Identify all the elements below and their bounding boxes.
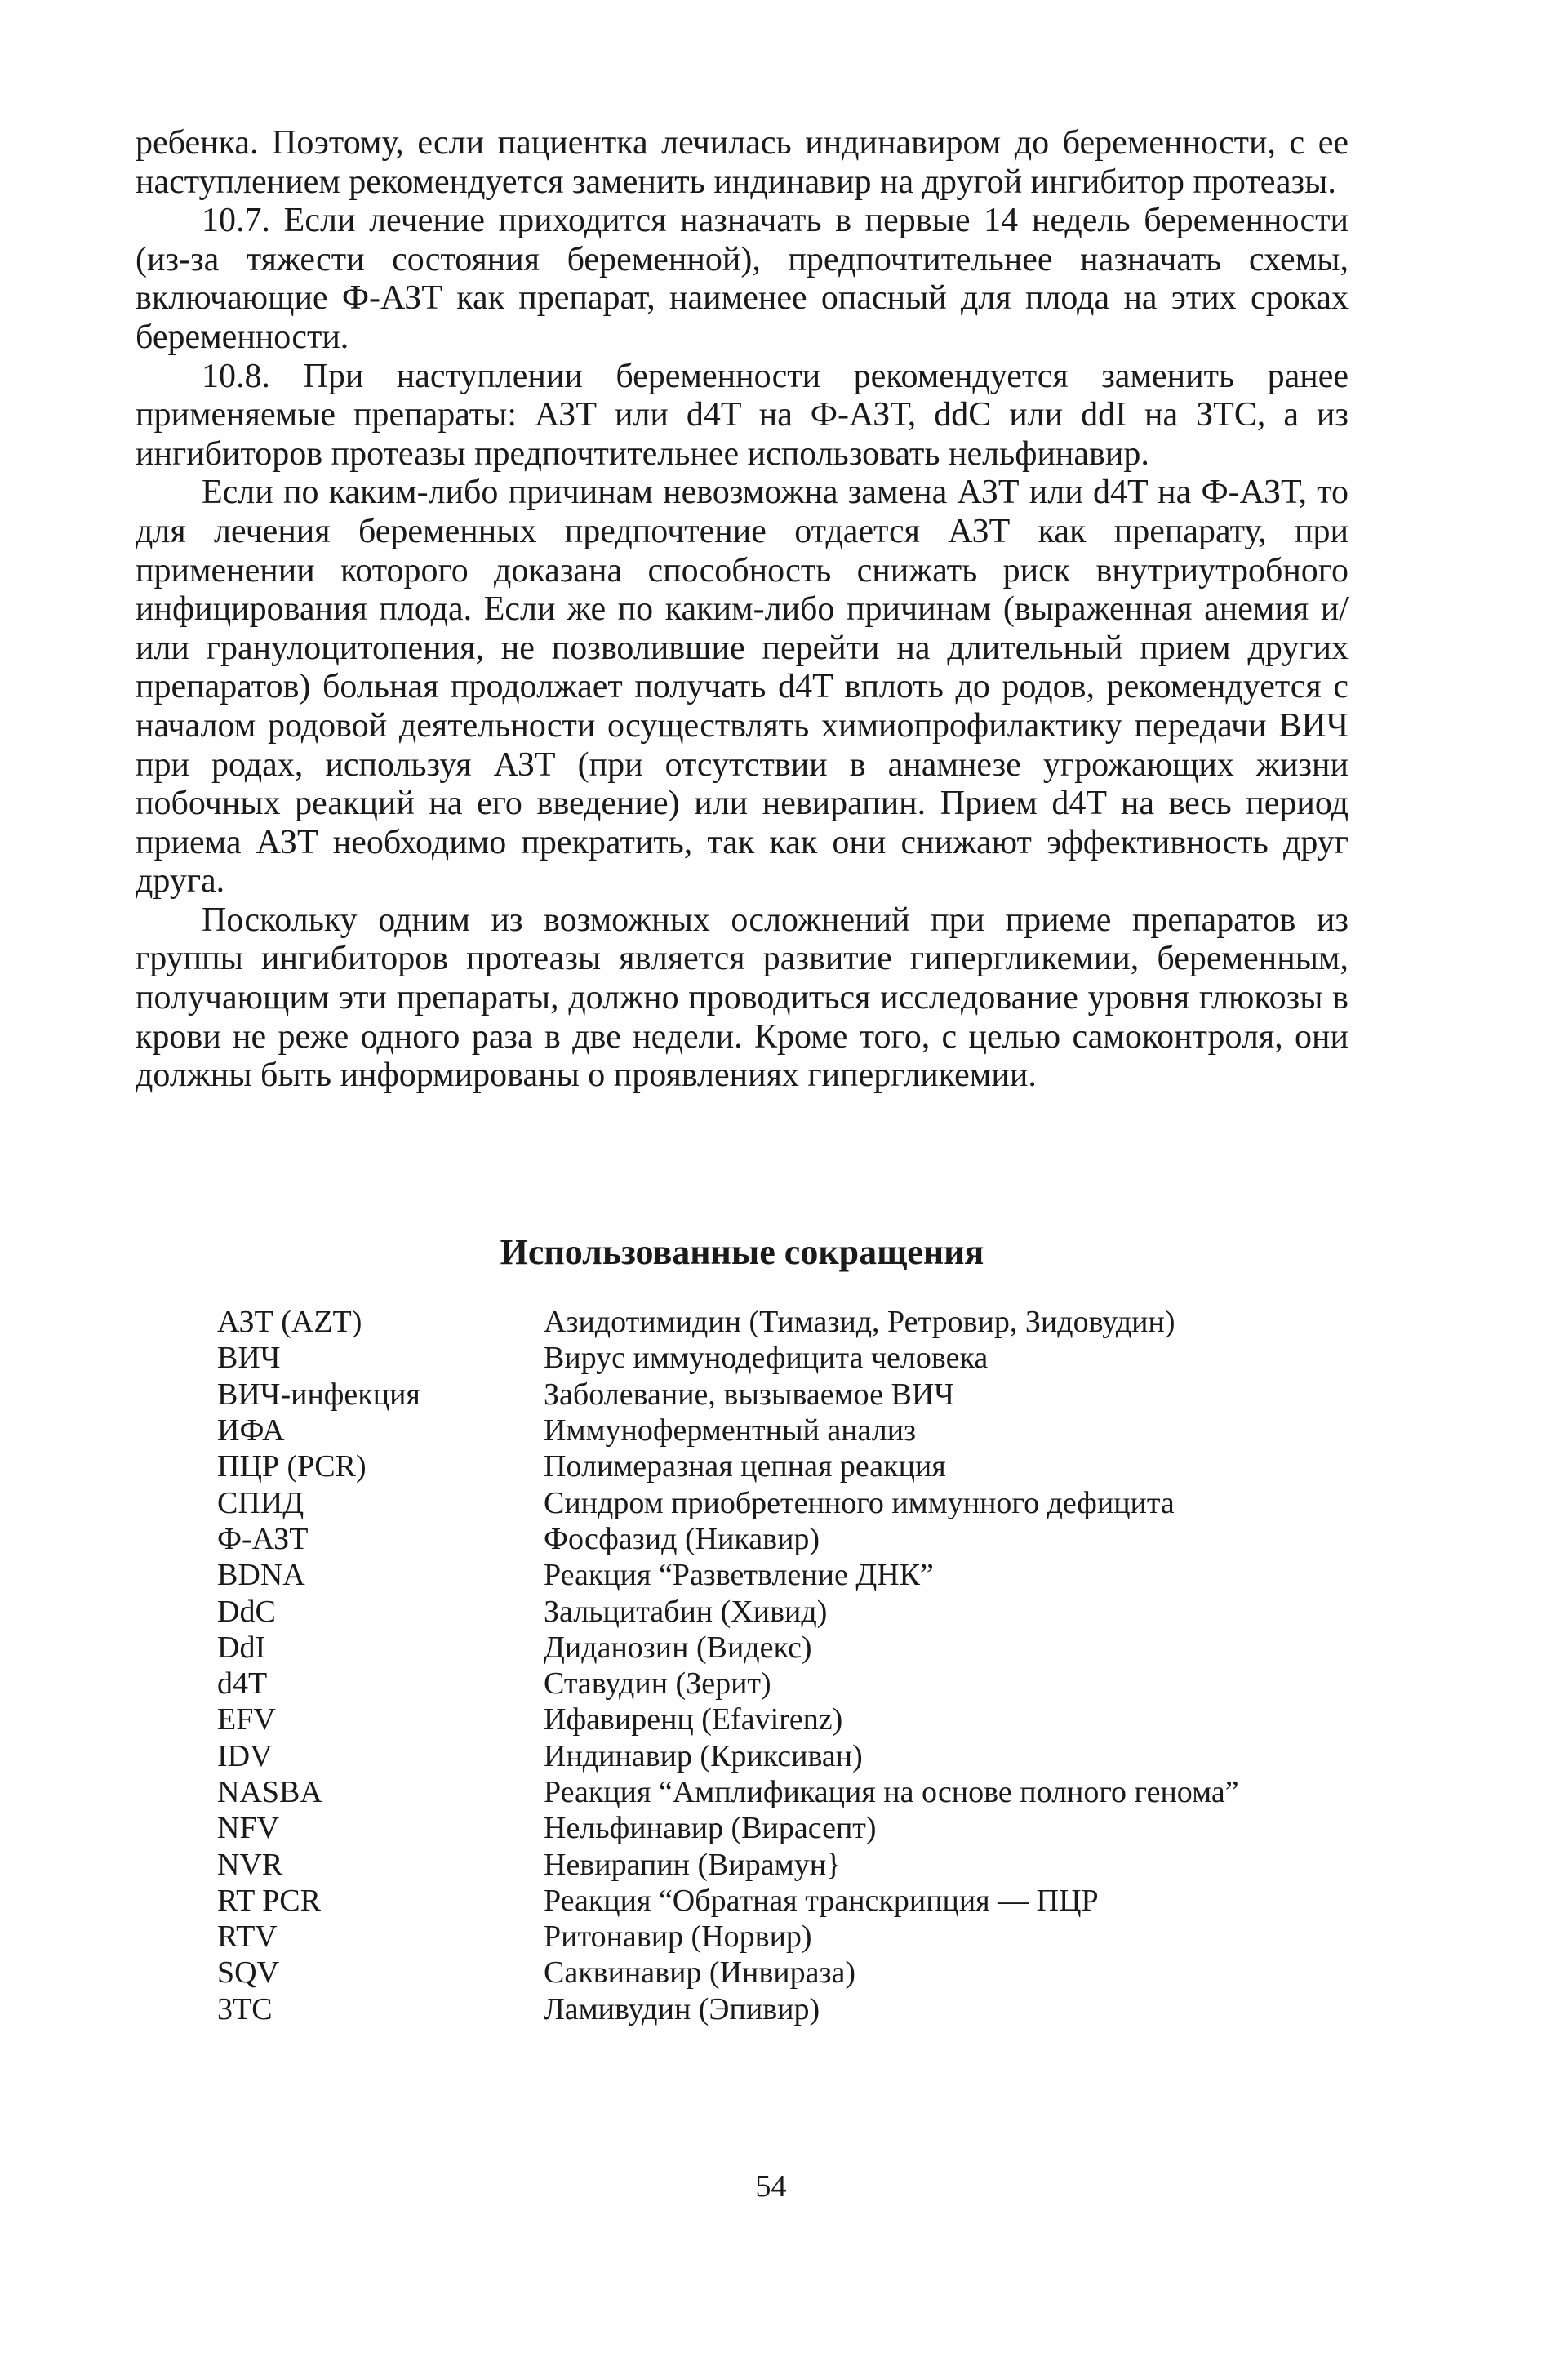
abbreviation-row xyxy=(217,1919,1401,1955)
abbreviation-row xyxy=(217,1846,1401,1882)
abbreviation-row xyxy=(217,1484,1401,1520)
abbreviation-term: ПЦР (PCR) xyxy=(217,1449,367,1484)
abbreviation-definition: Ламивудин (Эпивир) xyxy=(544,1991,820,2026)
abbreviation-definition: Полимеразная цепная реакция xyxy=(544,1449,946,1484)
abbreviation-definition: Иммуноферментный анализ xyxy=(544,1413,917,1448)
abbreviation-term: BDNA xyxy=(217,1558,305,1593)
abbreviation-definition: Ифавиренц (Efavirenz) xyxy=(544,1702,843,1737)
abbreviation-row xyxy=(217,1774,1401,1810)
abbreviation-term: IDV xyxy=(217,1738,273,1773)
abbreviation-definition: Индинавир (Криксиван) xyxy=(544,1738,863,1773)
abbreviation-row xyxy=(217,1593,1401,1629)
abbreviation-definition: Реакция “Обратная транскрипция — ПЦР xyxy=(544,1883,1099,1918)
abbreviation-term: NVR xyxy=(217,1847,283,1882)
abbreviation-term: ВИЧ-инфекция xyxy=(217,1377,420,1412)
abbreviation-term: SQV xyxy=(217,1955,280,1991)
abbreviation-definition: Невирапин (Вирамун} xyxy=(544,1847,842,1882)
abbreviation-row xyxy=(217,1883,1401,1919)
abbreviation-row xyxy=(217,1340,1401,1376)
abbreviation-definition: Фосфазид (Никавир) xyxy=(544,1521,820,1556)
abbreviations-list xyxy=(217,1304,1401,2027)
abbreviation-definition: Реакция “Амплификация на основе полного генома” xyxy=(544,1775,1239,1809)
abbreviation-term: RTV xyxy=(217,1920,278,1955)
abbreviation-term: DdC xyxy=(217,1594,276,1629)
abbreviation-term: ИФА xyxy=(217,1413,285,1448)
abbreviation-term: АЗТ (AZT) xyxy=(217,1305,362,1340)
abbreviations-heading: Использованные сокращения xyxy=(500,1232,984,1272)
abbreviation-term: 3TC xyxy=(217,1991,273,2026)
abbreviation-term: NFV xyxy=(217,1811,280,1846)
abbreviation-definition: Синдром приобретенного иммунного дефицита xyxy=(544,1485,1175,1520)
page-number: 54 xyxy=(755,2169,787,2204)
abbreviation-row xyxy=(217,1521,1401,1557)
abbreviation-definition: Ритонавир (Норвир) xyxy=(544,1920,812,1955)
abbreviation-definition: Зальцитабин (Хивид) xyxy=(544,1594,828,1629)
paragraph: Если по каким-либо причинам невозможна замена АЗТ или d4T на Ф-АЗТ, то для лечения беременных предпочтение отдается АЗТ как препарату, при применении которого доказана способность снижать риск внутриутробного инфицирования плода. Если же по каким-либо причинам (выраженная анемия и/или гранулоцитопения, не позволившие перейти на длительный прием других препаратов) больная продолжает получать d4T вплоть до родов, рекомендуется с началом родовой деятельности осуществлять химиопрофилактику передачи ВИЧ при родах, используя АЗТ (при отсутствии в анамнезе угрожающих жизни побочных реакций на его введение) или невирапин. Прием d4T на весь период приема АЗТ необходимо прекратить, так как они снижают эффективность друг друга. xyxy=(136,474,1349,901)
abbreviation-row xyxy=(217,1991,1401,2027)
paragraph: ребенка. Поэтому, если пациентка лечилась индинавиром до беременности, с ее наступлением рекомендуется заменить индинавир на другой ингибитор протеазы. xyxy=(136,124,1349,201)
paragraph: Поскольку одним из возможных осложнений при приеме препаратов из группы ингибиторов протеазы является развитие гипергликемии, беременным, получающим эти препараты, должно проводиться исследование уровня глюкозы в крови не реже одного раза в две недели. Кроме того, с целью самоконтроля, они должны быть информированы о проявлениях гипергликемии. xyxy=(136,901,1349,1095)
abbreviation-definition: Реакция “Разветвление ДНК” xyxy=(544,1558,934,1593)
abbreviation-row xyxy=(217,1810,1401,1846)
abbreviation-row xyxy=(217,1557,1401,1593)
abbreviation-definition: Заболевание, вызываемое ВИЧ xyxy=(544,1377,954,1412)
abbreviation-term: ВИЧ xyxy=(217,1341,281,1376)
abbreviation-row xyxy=(217,1448,1401,1484)
abbreviation-definition: Ставудин (Зерит) xyxy=(544,1666,771,1702)
body-text xyxy=(136,124,1349,1096)
abbreviation-term: СПИД xyxy=(217,1485,304,1520)
abbreviation-definition: Нельфинавир (Вирасепт) xyxy=(544,1811,877,1846)
paragraph: 10.8. При наступлении беременности рекомендуется заменить ранее применяемые препараты: АЗТ или d4T на Ф-АЗТ, ddC или ddI на ЗТС, а из ингибиторов протеазы предпочтительнее использовать нельфинавир. xyxy=(136,357,1349,473)
paragraph: 10.7. Если лечение приходится назначать в первые 14 недель беременности (из-за тяжести состояния беременной), предпочтительнее назначать схемы, включающие Ф-АЗТ как препарат, наименее опасный для плода на этих сроках беременности. xyxy=(136,202,1349,356)
abbreviation-row xyxy=(217,1702,1401,1737)
abbreviation-definition: Саквинавир (Инвираза) xyxy=(544,1955,856,1991)
abbreviation-term: RT PCR xyxy=(217,1883,321,1918)
abbreviation-definition: Диданозин (Видекс) xyxy=(544,1630,812,1665)
abbreviation-definition: Азидотимидин (Тимазид, Ретровир, Зидовудин) xyxy=(544,1305,1175,1340)
abbreviation-term: d4T xyxy=(217,1666,268,1702)
abbreviation-definition: Вирус иммунодефицита человека xyxy=(544,1341,989,1376)
abbreviation-row xyxy=(217,1377,1401,1412)
abbreviation-row xyxy=(217,1630,1401,1666)
abbreviation-term: Ф-АЗТ xyxy=(217,1521,309,1556)
abbreviation-term: EFV xyxy=(217,1702,276,1737)
abbreviation-row xyxy=(217,1738,1401,1774)
abbreviation-row xyxy=(217,1666,1401,1702)
abbreviation-row xyxy=(217,1304,1401,1340)
abbreviation-term: DdI xyxy=(217,1630,266,1665)
abbreviation-row xyxy=(217,1955,1401,1991)
abbreviation-term: NASBA xyxy=(217,1775,322,1809)
abbreviation-row xyxy=(217,1412,1401,1448)
